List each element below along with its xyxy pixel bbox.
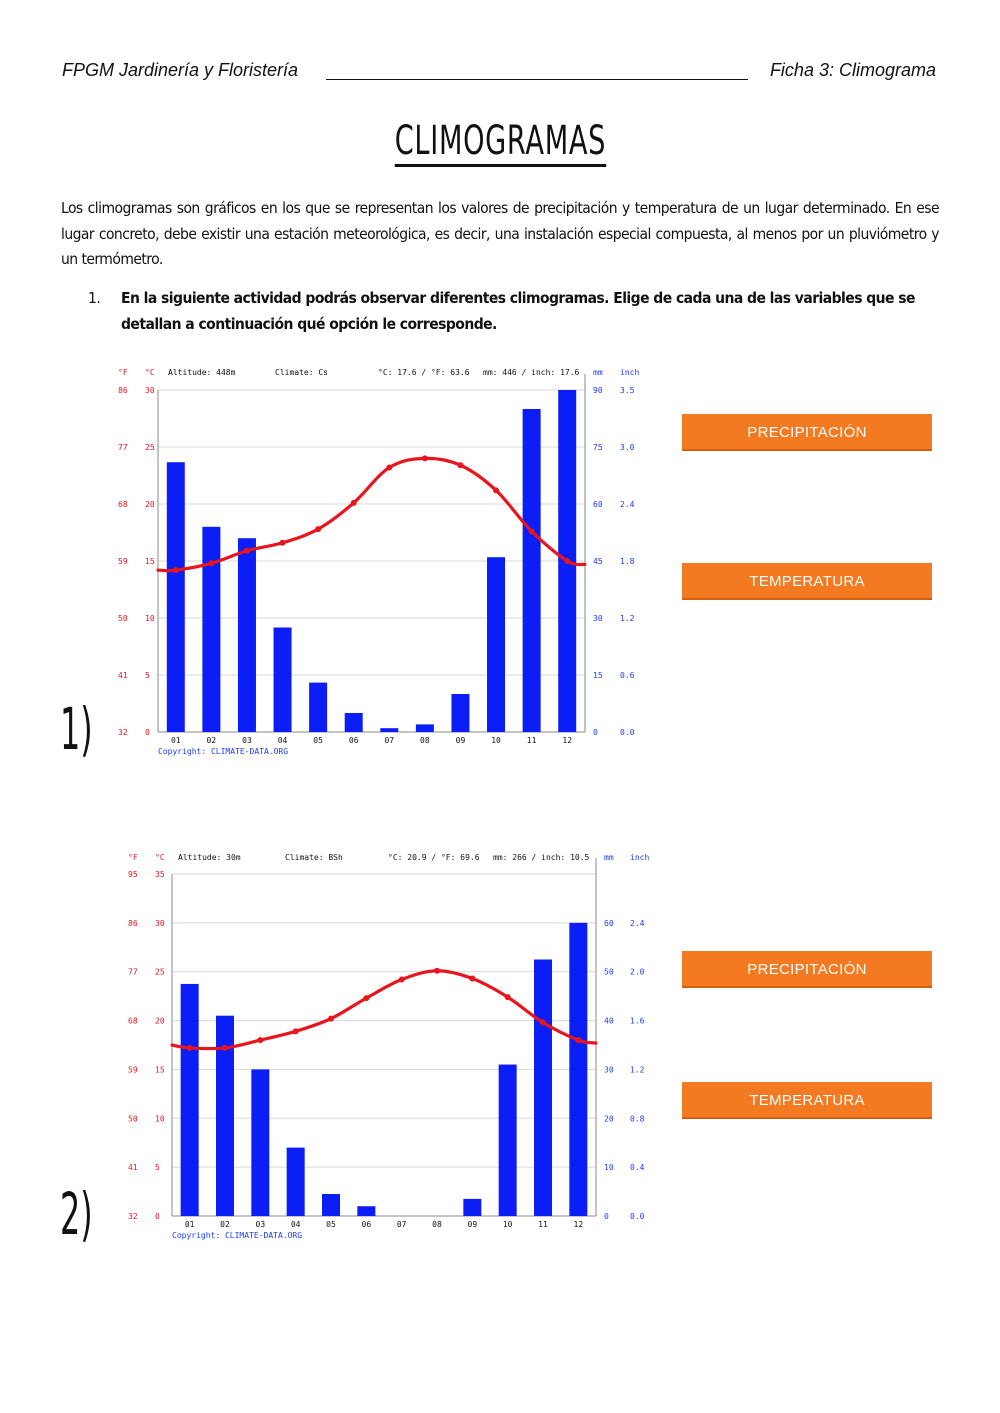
tick-f: 86 (128, 918, 138, 928)
tick-f: 32 (118, 728, 128, 737)
temperature-point-02 (222, 1045, 228, 1051)
tick-inch: 2.4 (620, 500, 635, 509)
tick-mm: 20 (604, 1114, 614, 1124)
chart-2-label: 2) (60, 1180, 93, 1248)
temperature-point-01 (187, 1045, 193, 1051)
tick-f: 77 (118, 443, 128, 452)
unit-mm-label: mm (593, 368, 603, 377)
tick-mm: 40 (604, 1016, 614, 1026)
tick-inch: 2.0 (630, 967, 645, 977)
precip-bar-03 (251, 1069, 269, 1216)
month-label: 02 (206, 736, 217, 745)
temperature-point-09 (469, 976, 475, 982)
month-label: 01 (170, 736, 181, 745)
chart-1-label: 1) (60, 695, 93, 763)
temperature-line (158, 458, 585, 570)
page-title: CLIMOGRAMAS (394, 118, 605, 167)
temperature-point-05 (328, 1016, 334, 1022)
unit-f-label: °F (128, 853, 138, 862)
tick-inch: 3.5 (620, 386, 635, 395)
precip-bar-06 (357, 1206, 375, 1216)
precip-bar-11 (523, 409, 541, 732)
precip-bar-05 (322, 1194, 340, 1216)
altitude-label: Altitude: 448m (168, 368, 236, 377)
precip-bar-09 (451, 694, 469, 732)
tick-f: 59 (118, 557, 128, 566)
tick-inch: 0.8 (630, 1114, 645, 1124)
precip-bar-10 (487, 557, 505, 732)
tick-inch: 2.4 (630, 918, 645, 928)
temperature-point-07 (386, 465, 392, 471)
tick-c: 5 (145, 671, 150, 680)
month-label: 09 (455, 736, 466, 745)
month-label: 09 (467, 1220, 478, 1229)
month-label: 06 (361, 1220, 372, 1229)
month-label: 04 (290, 1220, 301, 1229)
temperature-point-11 (529, 528, 535, 534)
month-label: 08 (420, 736, 430, 745)
month-label: 07 (384, 736, 395, 745)
tick-f: 86 (118, 386, 128, 395)
month-label: 05 (313, 736, 323, 745)
tick-mm: 30 (604, 1065, 614, 1075)
precipitation-summary: mm: 446 / inch: 17.6 (483, 368, 580, 377)
tick-mm: 75 (593, 443, 603, 452)
header-right-text: Ficha 3: Climograma (769, 60, 936, 80)
altitude-label: Altitude: 30m (178, 853, 241, 862)
tick-mm: 60 (604, 918, 614, 928)
month-label: 06 (348, 736, 359, 745)
unit-c-label: °C (145, 368, 155, 377)
temperature-point-06 (363, 995, 369, 1001)
precip-bar-10 (499, 1065, 517, 1216)
tick-c: 0 (155, 1212, 160, 1221)
month-label: 12 (573, 1220, 584, 1229)
unit-c-label: °C (155, 853, 165, 862)
temperature-line (172, 971, 596, 1049)
tick-f: 77 (128, 967, 138, 977)
temperature-point-03 (244, 548, 250, 554)
temperature-point-11 (540, 1020, 546, 1026)
tick-mm: 45 (593, 557, 603, 566)
climograph-1 (100, 362, 660, 762)
temperature-point-10 (505, 994, 511, 1000)
tick-c: 5 (155, 1163, 160, 1173)
precip-bar-05 (309, 683, 327, 732)
temperature-point-07 (399, 977, 405, 983)
month-label: 04 (277, 736, 288, 745)
precip-bar-06 (345, 713, 363, 732)
month-label: 10 (502, 1220, 513, 1229)
tick-mm: 30 (593, 614, 603, 623)
precip-bar-09 (463, 1199, 481, 1216)
tick-f: 59 (128, 1065, 138, 1075)
tick-f: 68 (118, 500, 128, 509)
question-number: 1. (88, 289, 101, 307)
unit-f-label: °F (118, 368, 128, 377)
precip-bar-04 (287, 1148, 305, 1216)
temperature-point-12 (564, 558, 570, 564)
precip-bar-01 (181, 984, 199, 1216)
climograph-2 (110, 846, 670, 1246)
temperature-answer-button-1[interactable]: TEMPERATURA (682, 563, 932, 600)
tick-mm: 50 (604, 967, 614, 977)
header-left-text: FPGM Jardinería y Floristería (62, 60, 299, 80)
page-title-wrap (0, 118, 1000, 167)
tick-f: 32 (128, 1212, 138, 1221)
header-underline (326, 79, 748, 80)
precipitation-answer-button-1[interactable]: PRECIPITACIÓN (682, 414, 932, 451)
temperature-point-06 (351, 500, 357, 506)
question-text: En la siguiente actividad podrás observar diferentes climogramas. Elige de cada una de las variables que se detallan a continuación qué opción le corresponde. (121, 289, 915, 333)
tick-inch: 1.6 (630, 1016, 645, 1026)
month-label: 01 (184, 1220, 195, 1229)
tick-inch: 3.0 (620, 443, 635, 452)
tick-c: 10 (145, 614, 155, 623)
tick-inch: 0.6 (620, 671, 635, 680)
temperature-point-08 (434, 968, 440, 974)
month-label: 08 (432, 1220, 442, 1229)
month-label: 05 (326, 1220, 336, 1229)
temperature-point-01 (173, 567, 179, 573)
tick-inch: 1.8 (620, 557, 635, 566)
month-label: 02 (220, 1220, 230, 1229)
copyright-label: Copyright: CLIMATE-DATA.ORG (158, 747, 289, 756)
precip-bar-12 (569, 923, 587, 1216)
temperature-summary: °C: 17.6 / °F: 63.6 (378, 368, 470, 377)
tick-c: 20 (145, 500, 155, 509)
tick-c: 10 (155, 1114, 165, 1124)
precip-bar-11 (534, 960, 552, 1217)
temperature-point-08 (422, 455, 428, 461)
month-label: 11 (526, 736, 537, 745)
temperature-point-12 (575, 1037, 581, 1043)
tick-c: 0 (145, 728, 150, 737)
question-1 (88, 286, 940, 337)
tick-mm: 15 (593, 671, 603, 680)
month-label: 11 (538, 1220, 548, 1229)
temperature-summary: °C: 20.9 / °F: 69.6 (388, 853, 480, 862)
temperature-point-04 (280, 540, 286, 546)
precip-bar-07 (380, 728, 398, 732)
tick-f: 50 (128, 1114, 138, 1124)
intro-paragraph: Los climogramas son gráficos en los que se representan los valores de precipitación y temperatura de un lugar determinado. En ese lugar concreto, debe existir una estación meteorológica, es decir, una instalación especial compuesta, al menos por un pluviómetro y un termómetro. (61, 199, 939, 268)
unit-mm-label: mm (604, 853, 614, 862)
tick-f: 95 (128, 870, 138, 879)
precip-bar-01 (167, 462, 185, 732)
month-label: 03 (242, 736, 252, 745)
temperature-point-03 (257, 1037, 263, 1043)
precipitation-summary: mm: 266 / inch: 10.5 (493, 853, 590, 862)
temperature-point-02 (208, 560, 214, 566)
tick-c: 15 (145, 557, 155, 566)
tick-mm: 0 (604, 1212, 609, 1221)
temperature-point-10 (493, 487, 499, 493)
tick-c: 30 (155, 918, 165, 928)
unit-inch-label: inch (620, 368, 640, 377)
precip-bar-08 (416, 724, 434, 732)
month-label: 10 (491, 736, 501, 745)
tick-c: 25 (155, 967, 165, 977)
tick-f: 41 (128, 1163, 138, 1173)
unit-inch-label: inch (630, 853, 650, 862)
climate-label: Climate: BSh (285, 853, 343, 862)
tick-c: 20 (155, 1016, 165, 1026)
copyright-label: Copyright: CLIMATE-DATA.ORG (172, 1231, 303, 1240)
tick-c: 25 (145, 443, 155, 452)
tick-inch: 1.2 (620, 614, 635, 623)
tick-c: 15 (155, 1065, 165, 1075)
climate-label: Climate: Cs (275, 368, 328, 377)
precipitation-answer-button-2[interactable]: PRECIPITACIÓN (682, 951, 932, 988)
tick-inch: 0.0 (630, 1212, 645, 1221)
month-label: 07 (396, 1220, 407, 1229)
tick-mm: 90 (593, 386, 603, 395)
precip-bar-03 (238, 538, 256, 732)
temperature-point-04 (293, 1028, 299, 1034)
temperature-answer-button-2[interactable]: TEMPERATURA (682, 1082, 932, 1119)
precip-bar-04 (274, 628, 292, 733)
tick-mm: 0 (593, 728, 598, 737)
tick-c: 30 (145, 386, 155, 395)
tick-f: 50 (118, 614, 128, 623)
tick-f: 68 (128, 1016, 138, 1026)
tick-mm: 10 (604, 1163, 614, 1173)
month-label: 03 (255, 1220, 266, 1229)
tick-c: 35 (155, 870, 165, 879)
tick-inch: 0.0 (620, 728, 635, 737)
precip-bar-02 (202, 527, 220, 732)
tick-inch: 1.2 (630, 1065, 645, 1075)
tick-mm: 60 (593, 500, 603, 509)
temperature-point-09 (457, 462, 463, 468)
temperature-point-05 (315, 526, 321, 532)
tick-f: 41 (118, 671, 128, 680)
tick-inch: 0.4 (630, 1163, 645, 1173)
month-label: 12 (562, 736, 573, 745)
